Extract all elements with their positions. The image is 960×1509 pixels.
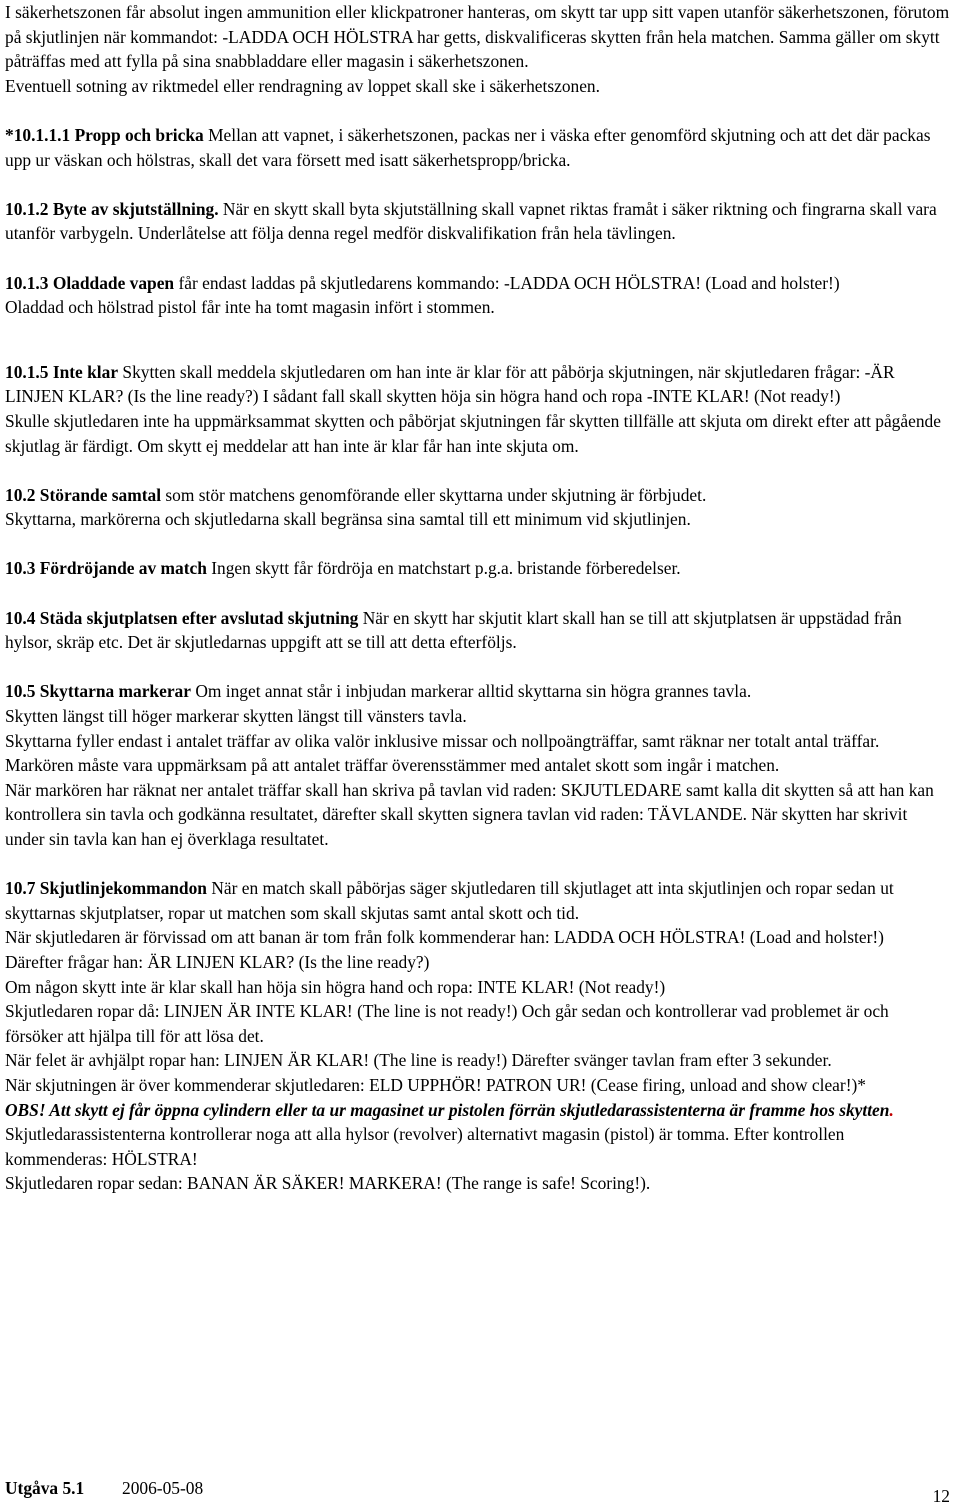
section-10-5-line: När markören har räknat ner antalet träffar skall han skriva på tavlan vid raden: SKJUTLEDARE samt kalla dit skytten så att han kan kontrollera sin tavla och godkänna resultatet, därefter skall skytten signera tavlan vid raden: TÄVLANDE. När skytten har skrivit under sin tavla kan han ej överklaga resultatet. bbox=[5, 779, 934, 849]
section-heading: 10.3 Fördröjande av match bbox=[5, 558, 207, 579]
section-heading: *10.1.1.1 Propp och bricka bbox=[5, 124, 204, 145]
section-10-1-3 bbox=[5, 271, 950, 296]
section-10-2 bbox=[5, 483, 950, 508]
section-heading: 10.1.3 Oladdade vapen bbox=[5, 272, 175, 293]
section-text: När en skytt skall byta skjutställning skall vapnet riktas framåt i säker riktning och fingrarna skall vara utanför varbygeln. Underlåtelse att följa denna regel medför diskvalifikation från hela tävlingen. bbox=[5, 198, 937, 244]
section-10-7-line: Skjutledarassistenterna kontrollerar noga att alla hylsor (revolver) alternativt magasin (pistol) är tomma. Efter kontrollen kommenderas: HÖLSTRA! bbox=[5, 1124, 845, 1169]
section-10-1-3-line: Oladdad och hölstrad pistol får inte ha tomt magasin infört i stommen. bbox=[5, 297, 495, 318]
spacer bbox=[5, 98, 950, 123]
page-footer bbox=[5, 1476, 950, 1506]
section-text: När en skytt har skjutit klart skall han se till att skjutplatsen är uppstädad från hylsor, skräp etc. Det är skjutledarnas uppgift att se till att detta efterföljs. bbox=[5, 607, 902, 653]
spacer bbox=[5, 655, 950, 680]
spacer bbox=[5, 320, 950, 360]
section-heading: 10.1.5 Inte klar bbox=[5, 361, 119, 382]
section-text: som stör matchens genomförande eller skyttarna under skjutning är förbjudet. bbox=[161, 484, 707, 505]
section-10-5-line: Skytten längst till höger markerar skytten längst till vänsters tavla. bbox=[5, 706, 467, 727]
section-text: Ingen skytt får fördröja en matchstart p.g.a. bristande förberedelser. bbox=[206, 558, 681, 579]
section-10-4 bbox=[5, 606, 950, 655]
section-10-7-line: När skjutledaren är förvissad om att banan är tom från folk kommenderar han: LADDA OCH HÖLSTRA! (Load and holster!) bbox=[5, 927, 884, 948]
spacer bbox=[5, 172, 950, 197]
section-10-7-line: När skjutningen är över kommenderar skjutledaren: ELD UPPHÖR! PATRON UR! (Cease firing, unload and show clear!)* bbox=[5, 1074, 866, 1095]
section-text: Mellan att vapnet, i säkerhetszonen, packas ner i väska efter genomförd skjutning och att det där packas upp ur väskan och hölstras, skall det vara försett med isatt säkerhetspropp/bricka. bbox=[5, 124, 931, 170]
obs-period: . bbox=[889, 1099, 894, 1120]
section-10-5 bbox=[5, 679, 950, 704]
section-10-7-line: Därefter frågar han: ÄR LINJEN KLAR? (Is the line ready?) bbox=[5, 951, 430, 972]
intro-paragraph: I säkerhetszonen får absolut ingen ammunition eller klickpatroner hanteras, om skytt tar upp sitt vapen utanför säkerhetszonen, förutom på skjutlinjen när kommandot: -LADDA OCH HÖLSTRA har getts, diskvalificeras skytten från hela matchen. Samma gäller om skytt påträffas med att fylla på sina snabbladdare eller magasin i säkerhetszonen. bbox=[5, 2, 950, 72]
section-10-1-5-line: Skulle skjutledaren inte ha uppmärksammat skytten och påbörjat skjutningen får skytten tillfälle att skjuta om direkt efter att pågående skjutlag är färdigt. Om skytt ej meddelar att han inte är klar får han inte skjuta om. bbox=[5, 410, 941, 456]
spacer bbox=[5, 581, 950, 606]
section-10-7 bbox=[5, 876, 950, 925]
section-10-1-2 bbox=[5, 197, 950, 246]
obs-note bbox=[5, 1098, 950, 1123]
section-text: Skytten skall meddela skjutledaren om han inte är klar för att påbörja skjutningen, när skjutledaren frågar: -ÄR LINJEN KLAR? (Is the line ready?) I sådant fall skall skytten höja sin högra hand och ropa -INTE KLAR! (Not ready!) bbox=[5, 361, 895, 407]
section-text: När en match skall påbörjas säger skjutledaren till skjutlaget att inta skjutlinjen och ropar sedan ut skyttarnas skjutplatser, ropar ut matchen som skall skjutas samt antal skott och tid. bbox=[5, 878, 894, 923]
section-10-2-line: Skyttarna, markörerna och skjutledarna skall begränsa sina samtal till ett minimum vid skjutlinjen. bbox=[5, 509, 691, 530]
page-number: 12 bbox=[932, 1486, 950, 1506]
spacer bbox=[5, 246, 950, 271]
edition-date: 2006-05-08 bbox=[122, 1478, 204, 1498]
section-heading: 10.1.2 Byte av skjutställning. bbox=[5, 198, 219, 219]
section-heading: 10.5 Skyttarna markerar bbox=[5, 681, 191, 702]
section-10-7-line: Om någon skytt inte är klar skall han höja sin högra hand och ropa: INTE KLAR! (Not ready!) bbox=[5, 976, 666, 997]
section-10-7-line: Skjutledaren ropar sedan: BANAN ÄR SÄKER! MARKERA! (The range is safe! Scoring!). bbox=[5, 1173, 651, 1194]
section-10-5-line: Skyttarna fyller endast i antalet träffar av olika valör inklusive missar och nollpoängträffar, samt räknar ner totalt antal träffar. Markören måste vara uppmärksam på att antalet träffar överensstämmer med antalet skott som ingår i matchen. bbox=[5, 730, 880, 776]
section-10-3 bbox=[5, 556, 950, 581]
spacer bbox=[5, 532, 950, 557]
section-heading: 10.7 Skjutlinjekommandon bbox=[5, 878, 207, 899]
obs-text: OBS! Att skytt ej får öppna cylindern eller ta ur magasinet ur pistolen förrän skjutledarassistenterna är framme hos skytten bbox=[5, 1099, 890, 1120]
intro-paragraph-2: Eventuell sotning av riktmedel eller rendragning av loppet skall ske i säkerhetszonen. bbox=[5, 75, 600, 96]
section-10-1-1-1 bbox=[5, 123, 950, 172]
section-10-7-line: Skjutledaren ropar då: LINJEN ÄR INTE KLAR! (The line is not ready!) Och går sedan och kontrollerar vad problemet är och försöker att hjälpa till för att lösa det. bbox=[5, 1001, 889, 1046]
document-page bbox=[5, 0, 950, 1196]
section-heading: 10.4 Städa skjutplatsen efter avslutad skjutning bbox=[5, 607, 359, 628]
section-10-1-5 bbox=[5, 360, 950, 409]
section-text: Om inget annat står i inbjudan markerar alltid skyttarna sin högra grannes tavla. bbox=[190, 681, 752, 702]
spacer bbox=[5, 458, 950, 483]
edition-label: Utgåva 5.1 bbox=[5, 1478, 85, 1498]
section-10-7-line: När felet är avhjälpt ropar han: LINJEN ÄR KLAR! (The line is ready!) Därefter svänger tavlan fram efter 3 sekunder. bbox=[5, 1050, 832, 1071]
spacer bbox=[5, 852, 950, 877]
section-text: får endast laddas på skjutledarens kommando: -LADDA OCH HÖLSTRA! (Load and holster!) bbox=[174, 272, 840, 293]
section-heading: 10.2 Störande samtal bbox=[5, 484, 162, 505]
